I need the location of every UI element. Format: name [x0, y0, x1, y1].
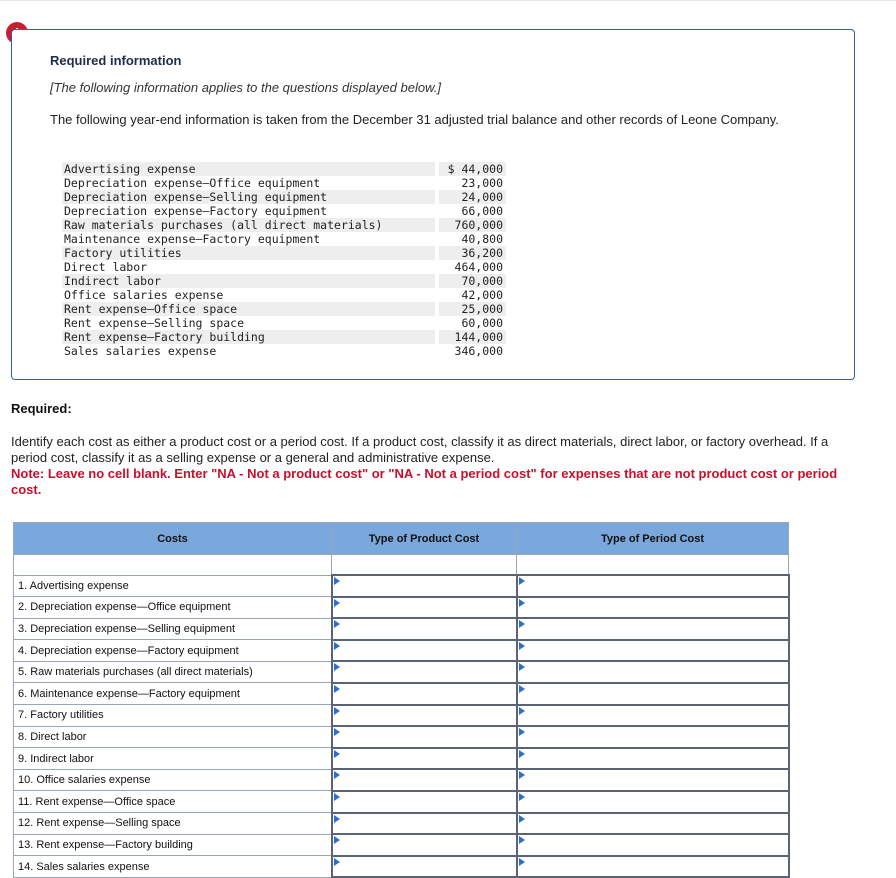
product-cost-value [333, 598, 516, 618]
period-cost-value [518, 684, 788, 704]
product-cost-dropdown[interactable] [332, 813, 517, 835]
dropdown-indicator-icon [334, 750, 340, 758]
table-row [14, 748, 789, 770]
header-costs: Costs [14, 523, 332, 555]
period-cost-dropdown[interactable] [517, 791, 789, 813]
period-cost-dropdown[interactable] [517, 813, 789, 835]
cost-label: 1. Advertising expense [14, 575, 332, 597]
trial-balance-account: Raw materials purchases (all direct materials) [62, 218, 435, 232]
dropdown-indicator-icon [519, 858, 525, 866]
period-cost-dropdown[interactable] [517, 661, 789, 683]
period-cost-value [518, 727, 788, 747]
table-row [14, 834, 789, 856]
trial-balance-amount: 760,000 [439, 218, 506, 232]
period-cost-value [518, 662, 788, 682]
table-row [14, 661, 789, 683]
dropdown-indicator-icon [519, 793, 525, 801]
dropdown-indicator-icon [334, 771, 340, 779]
trial-balance-account: Rent expense—Factory building [62, 330, 435, 344]
period-cost-dropdown[interactable] [517, 834, 789, 856]
info-subtitle: [The following information applies to the questions displayed below.] [50, 80, 441, 95]
trial-balance-row [62, 302, 506, 316]
cost-label: 6. Maintenance expense—Factory equipment [14, 683, 332, 705]
table-row [14, 618, 789, 640]
product-cost-dropdown[interactable] [332, 575, 517, 597]
table-row [14, 791, 789, 813]
trial-balance-amount: 25,000 [439, 302, 506, 316]
trial-balance-account: Depreciation expense—Selling equipment [62, 190, 435, 204]
cost-label: 12. Rent expense—Selling space [14, 813, 332, 835]
product-cost-dropdown[interactable] [332, 748, 517, 770]
trial-balance-list [62, 162, 506, 358]
period-cost-dropdown[interactable] [517, 856, 789, 878]
trial-balance-row [62, 232, 506, 246]
dropdown-indicator-icon [334, 620, 340, 628]
trial-balance-amount: 23,000 [439, 176, 506, 190]
trial-balance-amount: 42,000 [439, 288, 506, 302]
period-cost-dropdown[interactable] [517, 618, 789, 640]
trial-balance-account: Sales salaries expense [62, 344, 435, 358]
product-cost-dropdown[interactable] [332, 661, 517, 683]
dropdown-indicator-icon [519, 815, 525, 823]
trial-balance-amount: 346,000 [439, 344, 506, 358]
dropdown-indicator-icon [334, 793, 340, 801]
product-cost-dropdown[interactable] [332, 705, 517, 727]
trial-balance-row [62, 316, 506, 330]
dropdown-indicator-icon [334, 642, 340, 650]
product-cost-dropdown[interactable] [332, 726, 517, 748]
trial-balance-amount: 60,000 [439, 316, 506, 330]
period-cost-value [518, 641, 788, 661]
table-row [14, 856, 789, 878]
period-cost-dropdown[interactable] [517, 683, 789, 705]
trial-balance-account: Depreciation expense—Office equipment [62, 176, 435, 190]
dropdown-indicator-icon [334, 858, 340, 866]
period-cost-dropdown[interactable] [517, 640, 789, 662]
trial-balance-row [62, 344, 506, 358]
required-heading: Required: [11, 401, 72, 416]
product-cost-dropdown[interactable] [332, 769, 517, 791]
trial-balance-row [62, 260, 506, 274]
trial-balance-account: Rent expense—Office space [62, 302, 435, 316]
trial-balance-amount: 36,200 [439, 246, 506, 260]
cost-label: 3. Depreciation expense—Selling equipment [14, 618, 332, 640]
product-cost-value [333, 727, 516, 747]
trial-balance-amount: $ 44,000 [439, 162, 506, 176]
period-cost-value [518, 749, 788, 769]
dropdown-indicator-icon [519, 750, 525, 758]
info-intro: The following year-end information is taken from the December 31 adjusted trial balance and other records of Leone Company. [50, 112, 779, 127]
period-cost-value [518, 835, 788, 855]
dropdown-indicator-icon [519, 642, 525, 650]
product-cost-value [333, 857, 516, 877]
table-row [14, 575, 789, 597]
trial-balance-amount: 144,000 [439, 330, 506, 344]
table-row [14, 597, 789, 619]
cost-label: 14. Sales salaries expense [14, 856, 332, 878]
dropdown-indicator-icon [519, 707, 525, 715]
dropdown-indicator-icon [519, 728, 525, 736]
cost-label: 10. Office salaries expense [14, 769, 332, 791]
dropdown-indicator-icon [334, 707, 340, 715]
spacer-row [14, 555, 789, 576]
top-divider [0, 0, 896, 1]
trial-balance-account: Office salaries expense [62, 288, 435, 302]
table-row [14, 726, 789, 748]
trial-balance-row [62, 288, 506, 302]
cost-label: 13. Rent expense—Factory building [14, 834, 332, 856]
dropdown-indicator-icon [519, 771, 525, 779]
cost-label: 8. Direct labor [14, 726, 332, 748]
dropdown-indicator-icon [519, 836, 525, 844]
product-cost-value [333, 749, 516, 769]
product-cost-dropdown[interactable] [332, 856, 517, 878]
trial-balance-amount: 40,800 [439, 232, 506, 246]
dropdown-indicator-icon [334, 577, 340, 585]
dropdown-indicator-icon [334, 815, 340, 823]
required-text: Identify each cost as either a product cost or a period cost. If a product cost, classify it as direct materials, direct labor, or factory overhead. If a period cost, classify it as a selling expense or a general and administrative expense. [11, 434, 829, 465]
product-cost-dropdown[interactable] [332, 791, 517, 813]
trial-balance-account: Rent expense—Selling space [62, 316, 435, 330]
period-cost-value [518, 576, 788, 596]
cost-label: 9. Indirect labor [14, 748, 332, 770]
product-cost-dropdown[interactable] [332, 597, 517, 619]
answer-table [13, 522, 790, 878]
dropdown-indicator-icon [334, 836, 340, 844]
period-cost-value [518, 792, 788, 812]
dropdown-indicator-icon [519, 620, 525, 628]
trial-balance-row [62, 274, 506, 288]
trial-balance-row [62, 190, 506, 204]
product-cost-dropdown[interactable] [332, 683, 517, 705]
dropdown-indicator-icon [334, 685, 340, 693]
trial-balance-account: Indirect labor [62, 274, 435, 288]
period-cost-value [518, 814, 788, 834]
spacer-cell [14, 555, 332, 576]
product-cost-dropdown[interactable] [332, 640, 517, 662]
cost-label: 11. Rent expense—Office space [14, 791, 332, 813]
period-cost-value [518, 770, 788, 790]
trial-balance-row [62, 176, 506, 190]
cost-label: 5. Raw materials purchases (all direct materials) [14, 661, 332, 683]
dropdown-indicator-icon [334, 728, 340, 736]
period-cost-dropdown[interactable] [517, 705, 789, 727]
period-cost-dropdown[interactable] [517, 769, 789, 791]
product-cost-value [333, 792, 516, 812]
cost-label: 2. Depreciation expense—Office equipment [14, 597, 332, 619]
trial-balance-row [62, 218, 506, 232]
product-cost-value [333, 684, 516, 704]
trial-balance-row [62, 246, 506, 260]
table-row [14, 705, 789, 727]
table-row [14, 813, 789, 835]
table-row [14, 640, 789, 662]
product-cost-value [333, 814, 516, 834]
period-cost-value [518, 598, 788, 618]
period-cost-value [518, 619, 788, 639]
product-cost-value [333, 662, 516, 682]
product-cost-dropdown[interactable] [332, 618, 517, 640]
trial-balance-amount: 24,000 [439, 190, 506, 204]
period-cost-dropdown[interactable] [517, 575, 789, 597]
table-row [14, 683, 789, 705]
info-title: Required information [50, 53, 182, 68]
trial-balance-account: Maintenance expense—Factory equipment [62, 232, 435, 246]
required-information-box [11, 29, 855, 380]
dropdown-indicator-icon [519, 685, 525, 693]
cost-label: 7. Factory utilities [14, 705, 332, 727]
dropdown-indicator-icon [334, 599, 340, 607]
product-cost-value [333, 576, 516, 596]
cost-label: 4. Depreciation expense—Factory equipment [14, 640, 332, 662]
product-cost-value [333, 641, 516, 661]
period-cost-dropdown[interactable] [517, 748, 789, 770]
trial-balance-amount: 464,000 [439, 260, 506, 274]
dropdown-indicator-icon [519, 577, 525, 585]
period-cost-dropdown[interactable] [517, 726, 789, 748]
dropdown-indicator-icon [519, 599, 525, 607]
trial-balance-row [62, 162, 506, 176]
trial-balance-account: Advertising expense [62, 162, 435, 176]
header-period-cost: Type of Period Cost [517, 523, 789, 555]
period-cost-value [518, 857, 788, 877]
period-cost-value [518, 706, 788, 726]
trial-balance-account: Depreciation expense—Factory equipment [62, 204, 435, 218]
product-cost-dropdown[interactable] [332, 834, 517, 856]
trial-balance-row [62, 204, 506, 218]
product-cost-value [333, 706, 516, 726]
spacer-cell [517, 555, 789, 576]
dropdown-indicator-icon [519, 663, 525, 671]
product-cost-value [333, 835, 516, 855]
table-row [14, 769, 789, 791]
trial-balance-account: Direct labor [62, 260, 435, 274]
dropdown-indicator-icon [334, 663, 340, 671]
required-note: Note: Leave no cell blank. Enter "NA - Not a product cost" or "NA - Not a period cost" for expenses that are not product cost or period cost. [11, 466, 838, 497]
spacer-cell [332, 555, 517, 576]
trial-balance-account: Factory utilities [62, 246, 435, 260]
product-cost-value [333, 770, 516, 790]
period-cost-dropdown[interactable] [517, 597, 789, 619]
product-cost-value [333, 619, 516, 639]
trial-balance-amount: 70,000 [439, 274, 506, 288]
header-product-cost: Type of Product Cost [332, 523, 517, 555]
trial-balance-amount: 66,000 [439, 204, 506, 218]
trial-balance-row [62, 330, 506, 344]
